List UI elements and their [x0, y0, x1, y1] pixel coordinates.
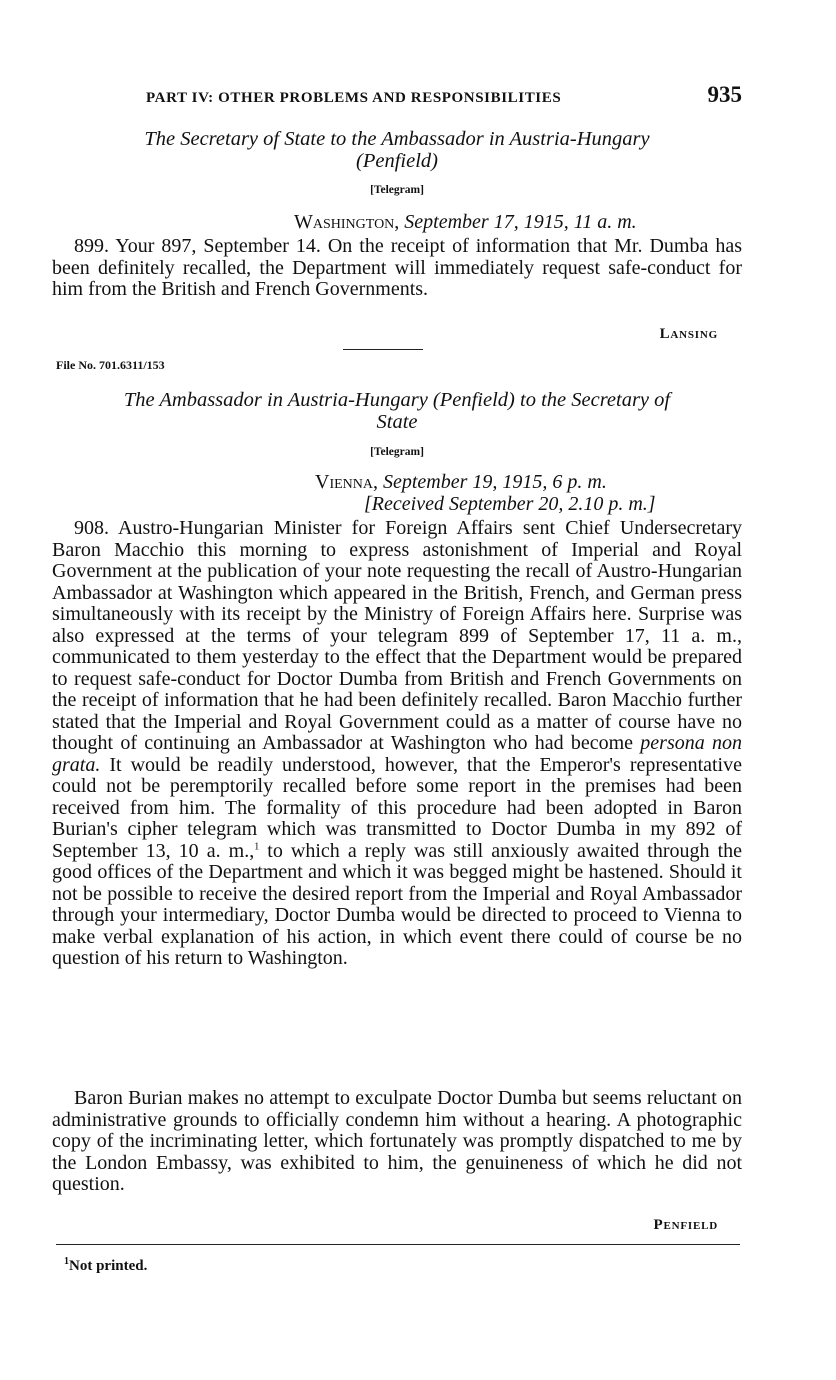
doc2-para1-part-b: It would be readily understood, however, that the Emperor's representative could not be peremptorily recalled before some report in the premises had been received from him. The formality of this procedure had been adopted in Baron Burian's cipher telegram which was transmitted to Doctor Dumba in my 892 of September 13, 10 a. m., — [52, 753, 742, 862]
doc2-para1-part-c: to which a reply was still anxiously awaited through the good offices of the Department and which it was begged might be hastened. Should it not be possible to receive the desired report from the Imperial and Royal Ambassador through your intermediary, Doctor Dumba would be directed to proceed to Vienna to make verbal explanation of his action, in which event there could of course be no question of his return to Washington. — [52, 839, 742, 969]
doc2-signature: Penfield — [653, 1217, 718, 1233]
section-divider — [343, 349, 423, 350]
footnote — [64, 1258, 147, 1275]
doc2-received: [Received September 20, 2.10 p. m.] — [364, 493, 656, 515]
footnote-divider — [56, 1244, 740, 1245]
doc2-place: Vienna, — [315, 471, 378, 493]
doc1-place: Washington, — [294, 211, 400, 233]
doc2-file-number: File No. 701.6311/153 — [56, 358, 165, 372]
doc2-heading — [52, 389, 742, 433]
doc1-date: September 17, 1915, 11 a. m. — [404, 211, 637, 233]
doc2-heading-line1: The Ambassador in Austria-Hungary (Penfield) to the Secretary of — [123, 389, 671, 411]
doc2-para1-part-a: 908. Austro-Hungarian Minister for Foreign Affairs sent Chief Undersecretary Baron Macchio this morning to express astonishment of Imperial and Royal Government at the publication of your note requesting the recall of Austro-Hungarian Ambassador at Washington which appeared in the British, French, and German press simultaneously with its receipt by the Ministry of Foreign Affairs here. Surprise was also expressed at the terms of your telegram 899 of September 17, 11 a. m., communicated to them yesterday to the effect that the Department would be prepared to request safe-conduct for Doctor Dumba from British and French Governments on the receipt of information that he had been definitely recalled. Baron Macchio further stated that the Imperial and Royal Government could as a matter of course have no thought of continuing an Ambassador at Washington who had become — [52, 517, 742, 754]
doc2-heading-line2: State — [376, 411, 418, 433]
document-page — [52, 0, 742, 1380]
doc1-dateline — [294, 212, 744, 233]
doc1-signature: Lansing — [659, 326, 718, 342]
doc1-telegram-label: [Telegram] — [370, 184, 424, 196]
running-head — [146, 82, 742, 108]
doc2-telegram-label: [Telegram] — [370, 446, 424, 458]
doc2-date: September 19, 1915, 6 p. m. — [383, 471, 607, 493]
doc1-heading-line1: The Secretary of State to the Ambassador in Austria-Hungary — [144, 128, 650, 150]
page-number: 935 — [707, 82, 742, 107]
doc2-paragraph-2: Baron Burian makes no attempt to exculpate Doctor Dumba but seems reluctant on administrative grounds to officially condemn him without a hearing. A photographic copy of the incriminating letter, which fortunately was promptly dispatched to me by the London Embassy, was exhibited to him, the genuineness of which he did not question. — [52, 1087, 742, 1195]
doc1-heading-line2: (Penfield) — [356, 150, 438, 172]
footnote-marker: 1 — [64, 1256, 69, 1267]
doc1-heading — [52, 128, 742, 172]
doc2-paragraph-1 — [52, 518, 742, 970]
doc2-para1-italic: persona non grata. — [52, 732, 742, 776]
footnote-reference: 1 — [254, 840, 260, 852]
doc2-dateline — [315, 472, 745, 493]
footnote-text: Not printed. — [69, 1258, 148, 1274]
running-head-title: PART IV: OTHER PROBLEMS AND RESPONSIBILITIES — [146, 90, 562, 106]
doc1-body: 899. Your 897, September 14. On the receipt of information that Mr. Dumba has been definitely recalled, the Department will immediately request safe-conduct for him from the British and French Governments. — [52, 235, 742, 300]
